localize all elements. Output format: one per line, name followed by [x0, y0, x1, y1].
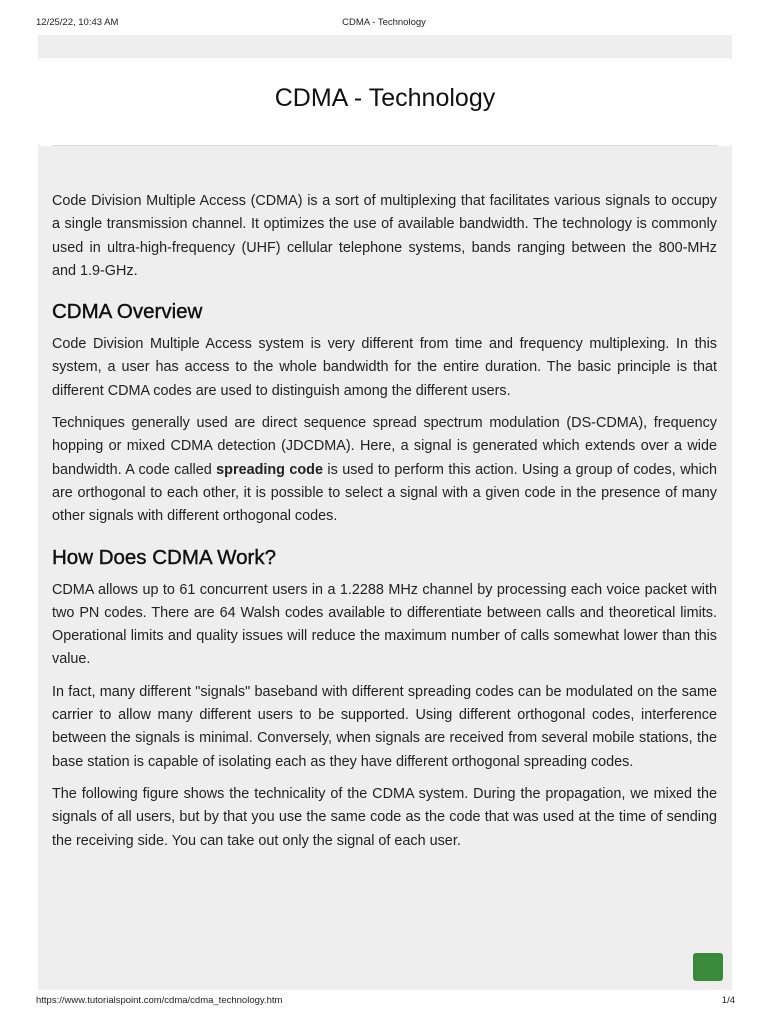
how-it-works-paragraph-1: CDMA allows up to 61 concurrent users in a 1.2288 MHz channel by processing each voice packet with two PN codes. There are 64 Walsh codes available to differentiate between calls and theoretical limits. Operational limits and quality issues will reduce the maximum number of calls somewhat lower than this value.	[52, 581, 717, 668]
print-header	[0, 17, 768, 31]
print-datetime: 12/25/22, 10:43 AM	[36, 17, 119, 28]
spreading-code-term: spreading code	[216, 461, 323, 478]
overview-p2-text-before: Techniques generally used are direct sequence spread spectrum modulation (DS-CDMA), frequency hopping or mixed CDMA detection (JDCDMA). Here, a signal is generated which extends over a wide bandwidth. A code called	[52, 415, 717, 478]
section-heading-how-it-works: How Does CDMA Work?	[52, 545, 277, 569]
page-title: CDMA - Technology	[274, 84, 496, 112]
title-card	[38, 58, 732, 146]
how-it-works-paragraph-3: The following figure shows the technicality of the CDMA system. During the propagation, we mixed the signals of all users, but by that you use the same code as the code that was used at the time of sending the receiving side. You can take out only the signal of each user.	[52, 785, 717, 849]
print-page-number: 1/4	[721, 995, 735, 1006]
overview-paragraph-2	[52, 412, 717, 528]
intro-paragraph: Code Division Multiple Access (CDMA) is a sort of multiplexing that facilitates various signals to occupy a single transmission channel. It optimizes the use of available bandwidth. The technology is commonly used in ultra-high-frequency (UHF) cellular telephone systems, bands ranging between the 800-MHz and 1.9-GHz.	[52, 193, 717, 279]
print-url: https://www.tutorialspoint.com/cdma/cdma_technology.htm	[36, 995, 283, 1006]
print-doc-title: CDMA - Technology	[342, 17, 426, 28]
print-footer	[0, 995, 768, 1009]
overview-p2-text-after: is used to perform this action. Using a group of codes, which are orthogonal to each other, it is possible to select a signal with a given code in the presence of many other signals with different orthogonal codes.	[52, 461, 717, 525]
article-content	[52, 190, 717, 862]
title-divider	[52, 145, 718, 146]
scroll-to-top-button[interactable]	[693, 953, 723, 981]
how-it-works-paragraph-2: In fact, many different "signals" baseband with different spreading codes can be modulated on the same carrier to allow many different users to be supported. Using different orthogonal codes, interference between the signals is minimal. Conversely, when signals are received from several mobile stations, the base station is capable of isolating each as they have different orthogonal spreading codes.	[52, 683, 717, 770]
overview-paragraph-1: Code Division Multiple Access system is very different from time and frequency multiplexing. In this system, a user has access to the whole bandwidth for the entire duration. The basic principle is that different CDMA codes are used to distinguish among the different users.	[52, 336, 717, 399]
section-heading-overview: CDMA Overview	[52, 300, 203, 324]
